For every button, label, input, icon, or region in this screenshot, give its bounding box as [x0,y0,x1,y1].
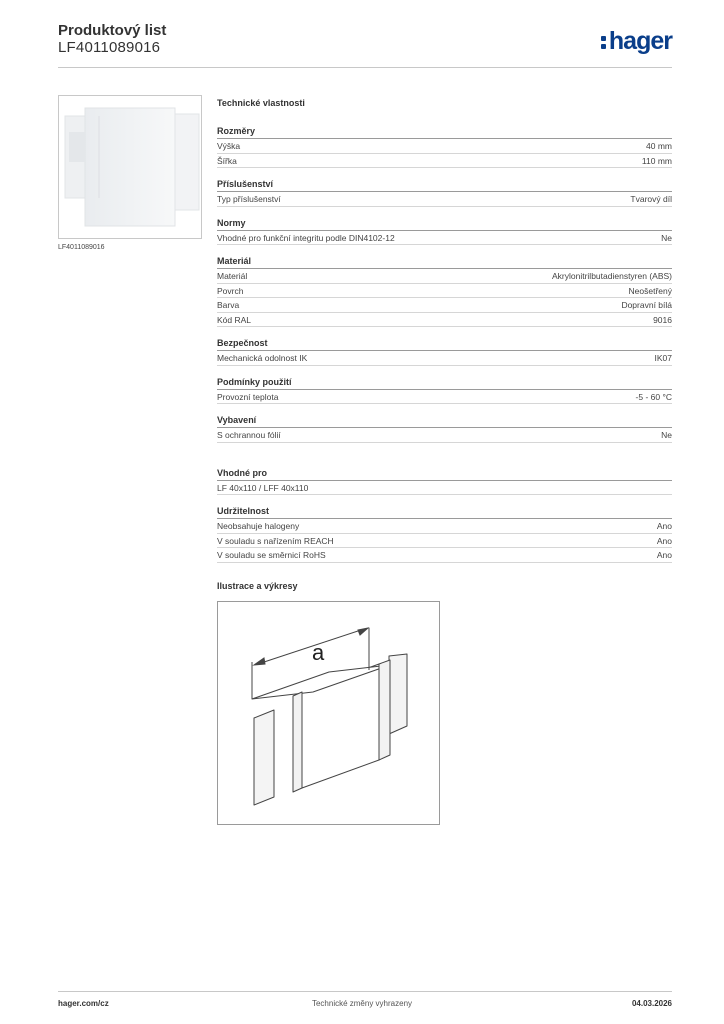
spec-label: S ochrannou fólií [217,430,281,440]
header-divider [58,67,672,68]
spec-value: Neošetřený [628,285,672,296]
spec-value: 110 mm [641,155,672,166]
hager-logo[interactable] [600,26,672,56]
spec-label: Povrch [217,285,244,296]
product-code: LF4011089016 [58,39,161,56]
spec-value: IK07 [654,353,672,363]
spec-row [217,428,672,443]
spec-label: Provozní teplota [217,391,279,402]
spec-group-accessories [217,177,672,207]
technical-specifications [217,96,672,572]
spec-label: Šířka [217,155,237,166]
spec-label: LF 40x110 / LFF 40x110 [217,482,309,493]
spec-row [217,390,672,405]
spec-row [217,231,672,246]
spec-group-dimensions [217,124,672,168]
dimension-label: a [312,640,325,665]
group-title: Udržitelnost [217,504,672,519]
spec-value: Dopravní bílá [621,300,672,310]
logo-dots-icon [600,31,608,51]
illustrations-title: Ilustrace a výkresy [217,581,298,591]
group-title: Příslušenství [217,177,672,192]
spec-label: V souladu se směrnicí RoHS [217,550,326,560]
drawing-svg [218,602,439,824]
group-title: Materiál [217,254,672,269]
group-title: Normy [217,216,672,231]
group-title: Vybavení [217,413,672,428]
group-title: Podmínky použití [217,375,672,390]
page-title: Produktový list [58,22,167,39]
group-title: Rozměry [217,124,672,139]
logo-text: hager [608,27,672,55]
spec-group-conditions [217,375,672,405]
spec-row [217,154,672,169]
product-photo-icon [59,96,202,239]
spec-row [217,269,672,284]
group-title: Vhodné pro [217,466,672,481]
spec-value: Ano [656,550,672,560]
spec-label: Typ příslušenství [217,194,281,204]
spec-value: -5 - 60 °C [635,391,672,402]
footer-disclaimer: Technické změny vyhrazeny [311,999,413,1008]
spec-row [217,519,672,534]
spec-label: Kód RAL [217,314,252,325]
specs-title: Technické vlastnosti [217,98,305,108]
footer-date: 04.03.2026 [631,999,672,1008]
spec-group-suitable-for [217,466,672,496]
product-image [58,95,202,239]
spec-label: V souladu s nařízením REACH [217,535,334,546]
spec-group-equipment [217,413,672,443]
spec-value: 9016 [653,314,672,325]
spec-row [217,298,672,313]
spec-row [217,284,672,299]
spec-group-norms [217,216,672,246]
spec-label: Materiál [217,271,248,281]
spec-value: Ne [661,430,672,440]
spec-value: Akrylonitrilbutadienstyren (ABS) [552,271,672,281]
spec-row [217,351,672,366]
spec-label: Mechanická odolnost IK [217,353,308,363]
spec-group-safety [217,336,672,366]
spec-row [217,139,672,154]
spec-value: Ano [656,535,672,546]
spec-label: Vhodné pro funkční integritu podle DIN4102-12 [217,232,395,243]
footer-website-link[interactable]: hager.com/cz [58,999,109,1008]
spec-label: Neobsahuje halogeny [217,521,300,531]
spec-group-sustainability [217,504,672,563]
section-spacer [217,452,672,466]
spec-value: Tvarový díl [630,194,672,204]
technical-drawing [217,601,440,825]
spec-value: 40 mm [646,141,672,151]
spec-value: Ne [661,232,672,243]
spec-row [217,313,672,328]
footer-divider [58,991,672,992]
spec-row [217,534,672,549]
spec-value: Ano [656,521,672,531]
spec-row [217,192,672,207]
spec-label: Barva [217,300,240,310]
product-image-caption: LF4011089016 [58,244,105,251]
spec-row [217,548,672,563]
spec-row [217,481,672,496]
spec-label: Výška [217,141,241,151]
group-title: Bezpečnost [217,336,672,351]
spec-group-material [217,254,672,327]
